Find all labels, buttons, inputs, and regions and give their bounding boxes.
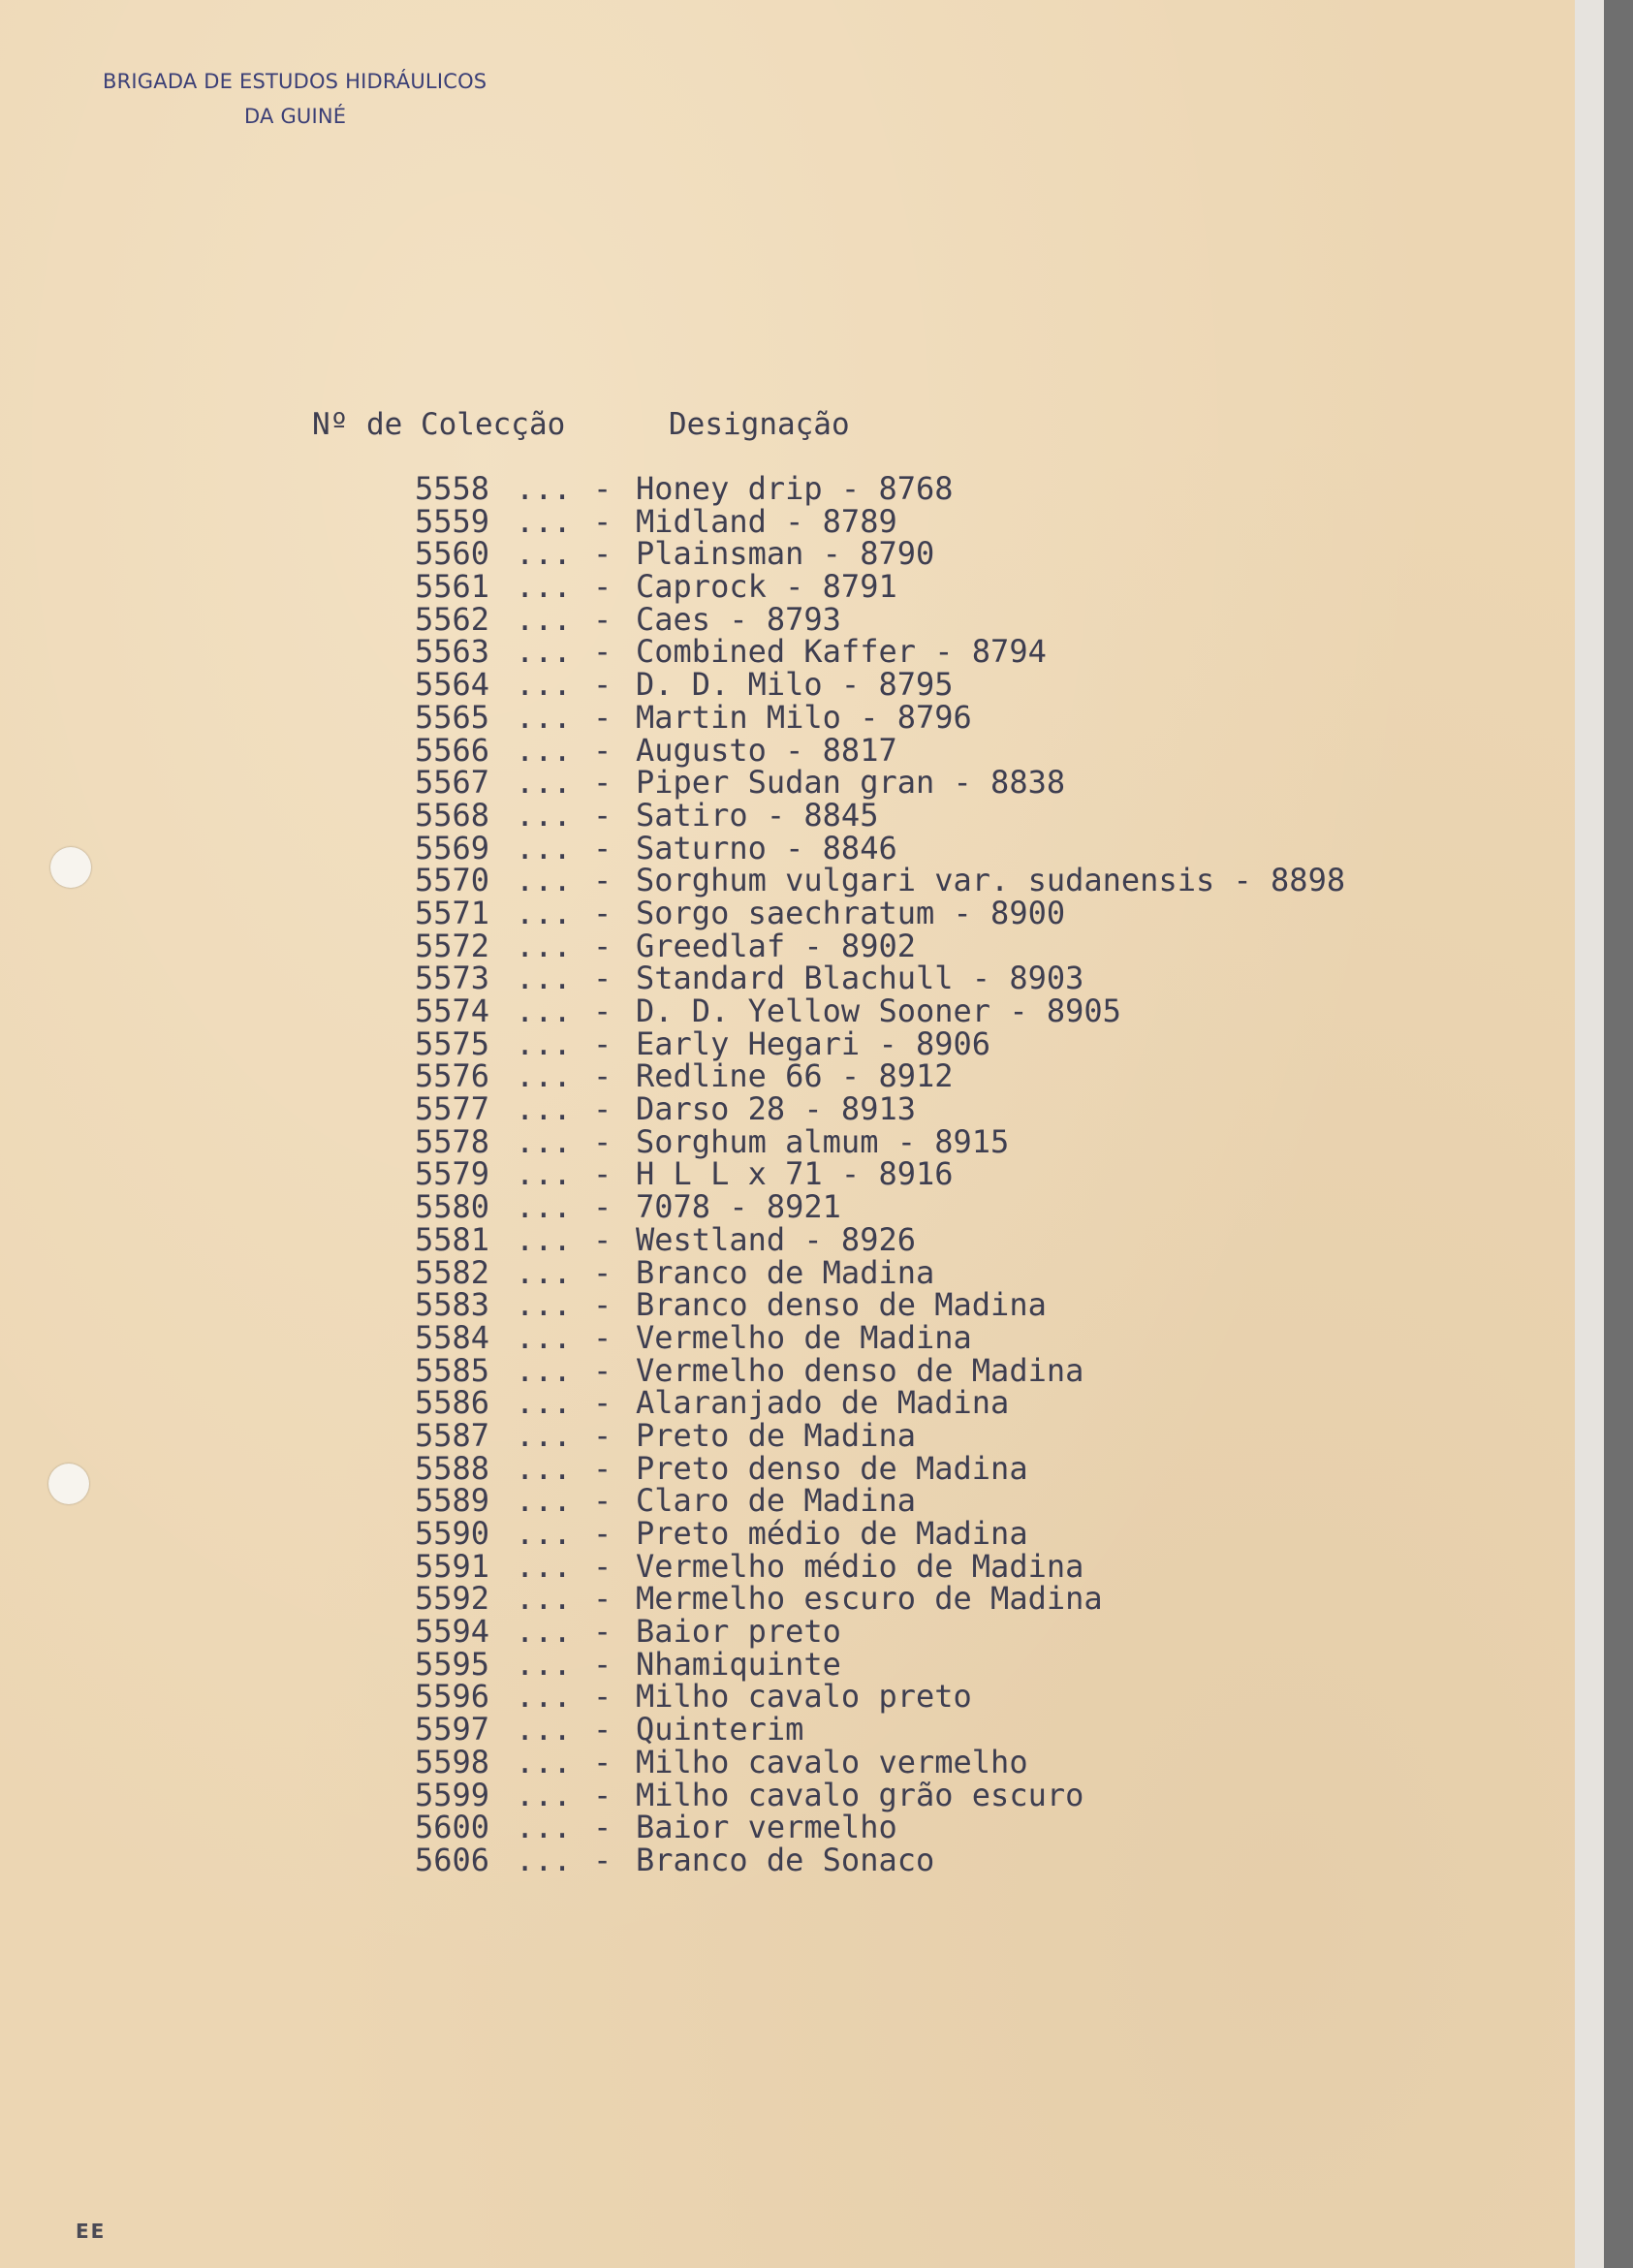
collection-number: 5596	[415, 1678, 490, 1716]
collection-number: 5576	[415, 1057, 490, 1095]
designation: Baior preto	[636, 1613, 841, 1651]
designation: Vermelho denso de Madina	[636, 1351, 1084, 1389]
leader-dash: -	[593, 1645, 612, 1683]
leader-dots: ...	[516, 1122, 572, 1160]
collection-number: 5562	[415, 600, 490, 638]
list-item	[415, 1351, 1345, 1389]
leader-dots: ...	[516, 1547, 572, 1585]
collection-number: 5587	[415, 1416, 490, 1454]
collection-number: 5560	[415, 535, 490, 573]
designation: Branco denso de Madina	[636, 1286, 1047, 1324]
leader-dots: ...	[516, 502, 572, 540]
leader-dots: ...	[516, 927, 572, 964]
list-item	[415, 1449, 1345, 1487]
leader-dots: ...	[516, 894, 572, 931]
designation: Martin Milo - 8796	[636, 698, 972, 736]
collection-number: 5570	[415, 862, 490, 899]
leader-dots: ...	[516, 1613, 572, 1651]
leader-dots: ...	[516, 633, 572, 671]
leader-dots: ...	[516, 1809, 572, 1846]
designation: Alaranjado de Madina	[636, 1384, 1010, 1422]
punch-hole-top	[50, 847, 91, 888]
leader-dots: ...	[516, 1384, 572, 1422]
designation: Honey drip - 8768	[636, 470, 954, 507]
list-item	[415, 962, 1345, 995]
collection-number: 5567	[415, 764, 490, 802]
list-item	[415, 698, 1345, 736]
leader-dash: -	[593, 470, 612, 507]
leader-dots: ...	[516, 1580, 572, 1618]
leader-dots: ...	[516, 600, 572, 638]
leader-dots: ...	[516, 1776, 572, 1813]
designation: Nhamiquinte	[636, 1645, 841, 1683]
list-item	[415, 927, 1345, 964]
collection-number: 5597	[415, 1711, 490, 1748]
designation: Preto denso de Madina	[636, 1449, 1028, 1487]
collection-number: 5569	[415, 829, 490, 866]
leader-dash: -	[593, 1024, 612, 1062]
list-item	[415, 535, 1345, 573]
list-item	[415, 470, 1345, 507]
list-item	[415, 1515, 1345, 1552]
leader-dots: ...	[516, 1286, 572, 1324]
column-header-designation: Designação	[669, 407, 850, 442]
leader-dash: -	[593, 1482, 612, 1520]
leader-dots: ...	[516, 535, 572, 573]
leader-dots: ...	[516, 1711, 572, 1748]
designation: Caes - 8793	[636, 600, 841, 638]
leader-dots: ...	[516, 1841, 572, 1878]
leader-dash: -	[593, 1711, 612, 1748]
leader-dots: ...	[516, 731, 572, 769]
collection-number: 5580	[415, 1188, 490, 1226]
collection-number: 5591	[415, 1547, 490, 1585]
list-item	[415, 1122, 1345, 1160]
designation: Redline 66 - 8912	[636, 1057, 954, 1095]
leader-dash: -	[593, 1318, 612, 1356]
leader-dots: ...	[516, 1220, 572, 1258]
leader-dash: -	[593, 1776, 612, 1813]
leader-dots: ...	[516, 1318, 572, 1356]
letterhead-line-1: BRIGADA DE ESTUDOS HIDRÁULICOS	[103, 70, 487, 93]
list-item	[415, 1482, 1345, 1520]
collection-number: 5577	[415, 1090, 490, 1128]
leader-dots: ...	[516, 796, 572, 834]
leader-dash: -	[593, 1515, 612, 1552]
designation: Preto médio de Madina	[636, 1515, 1028, 1552]
leader-dots: ...	[516, 764, 572, 802]
designation: 7078 - 8921	[636, 1188, 841, 1226]
list-item	[415, 568, 1345, 606]
leader-dots: ...	[516, 1482, 572, 1520]
leader-dash: -	[593, 1155, 612, 1193]
leader-dash: -	[593, 1220, 612, 1258]
collection-number: 5595	[415, 1645, 490, 1683]
collection-number: 5600	[415, 1809, 490, 1846]
leader-dash: -	[593, 764, 612, 802]
list-item	[415, 992, 1345, 1029]
designation: Sorgo saechratum - 8900	[636, 894, 1066, 931]
list-item	[415, 1613, 1345, 1651]
leader-dots: ...	[516, 960, 572, 997]
collection-number: 5579	[415, 1155, 490, 1193]
leader-dots: ...	[516, 1024, 572, 1062]
collection-number: 5583	[415, 1286, 490, 1324]
leader-dots: ...	[516, 1057, 572, 1095]
list-item	[415, 1220, 1345, 1258]
leader-dots: ...	[516, 1678, 572, 1716]
collection-number: 5572	[415, 927, 490, 964]
leader-dash: -	[593, 600, 612, 638]
leader-dash: -	[593, 796, 612, 834]
list-item	[415, 1547, 1345, 1585]
leader-dash: -	[593, 568, 612, 606]
collection-number: 5585	[415, 1351, 490, 1389]
list-item	[415, 1384, 1345, 1422]
designation: Sorghum almum - 8915	[636, 1122, 1010, 1160]
designation: Greedlaf - 8902	[636, 927, 916, 964]
designation: Vermelho médio de Madina	[636, 1547, 1084, 1585]
designation: Vermelho de Madina	[636, 1318, 972, 1356]
list-item	[415, 764, 1345, 802]
collection-number: 5574	[415, 992, 490, 1029]
leader-dots: ...	[516, 992, 572, 1029]
designation: Branco de Sonaco	[636, 1841, 935, 1878]
designation: Milho cavalo vermelho	[636, 1743, 1028, 1780]
collection-number: 5561	[415, 568, 490, 606]
designation: Saturno - 8846	[636, 829, 897, 866]
list-item	[415, 1811, 1345, 1844]
collection-number: 5598	[415, 1743, 490, 1780]
list-item	[415, 666, 1345, 704]
list-item	[415, 633, 1345, 671]
collection-number: 5582	[415, 1253, 490, 1291]
leader-dash: -	[593, 1384, 612, 1422]
leader-dots: ...	[516, 1743, 572, 1780]
leader-dots: ...	[516, 568, 572, 606]
leader-dots: ...	[516, 666, 572, 704]
footer-mark: EE	[76, 2220, 107, 2243]
collection-number: 5559	[415, 502, 490, 540]
leader-dash: -	[593, 535, 612, 573]
designation: Mermelho escuro de Madina	[636, 1580, 1103, 1618]
leader-dash: -	[593, 1580, 612, 1618]
list-item	[415, 1580, 1345, 1618]
leader-dash: -	[593, 1678, 612, 1716]
collection-number: 5558	[415, 470, 490, 507]
leader-dash: -	[593, 1547, 612, 1585]
designation: Midland - 8789	[636, 502, 897, 540]
designation: Standard Blachull - 8903	[636, 960, 1084, 997]
leader-dash: -	[593, 1449, 612, 1487]
leader-dash: -	[593, 1188, 612, 1226]
list-item	[415, 1416, 1345, 1454]
leader-dash: -	[593, 731, 612, 769]
leader-dots: ...	[516, 698, 572, 736]
list-item	[415, 1024, 1345, 1062]
collection-number: 5586	[415, 1384, 490, 1422]
designation: Plainsman - 8790	[636, 535, 935, 573]
list-item	[415, 1318, 1345, 1356]
collection-number: 5589	[415, 1482, 490, 1520]
collection-number: 5575	[415, 1024, 490, 1062]
leader-dash: -	[593, 829, 612, 866]
leader-dash: -	[593, 1809, 612, 1846]
designation: Quinterim	[636, 1711, 804, 1748]
collection-number: 5590	[415, 1515, 490, 1552]
list-item	[415, 1711, 1345, 1748]
list-item	[415, 1155, 1345, 1193]
punch-hole-bottom	[48, 1464, 89, 1504]
leader-dots: ...	[516, 1188, 572, 1226]
leader-dots: ...	[516, 1253, 572, 1291]
list-item	[415, 1743, 1345, 1780]
leader-dash: -	[593, 633, 612, 671]
list-item	[415, 1188, 1345, 1226]
leader-dots: ...	[516, 1351, 572, 1389]
leader-dots: ...	[516, 1449, 572, 1487]
designation: Augusto - 8817	[636, 731, 897, 769]
list-item	[415, 1057, 1345, 1095]
leader-dash: -	[593, 960, 612, 997]
collection-number: 5584	[415, 1318, 490, 1356]
designation: Piper Sudan gran - 8838	[636, 764, 1066, 802]
collection-number: 5563	[415, 633, 490, 671]
leader-dash: -	[593, 1416, 612, 1454]
designation: Milho cavalo grão escuro	[636, 1776, 1084, 1813]
leader-dash: -	[593, 666, 612, 704]
leader-dash: -	[593, 992, 612, 1029]
leader-dots: ...	[516, 862, 572, 899]
collection-number: 5578	[415, 1122, 490, 1160]
designation: Satiro - 8845	[636, 796, 879, 834]
collection-number: 5594	[415, 1613, 490, 1651]
leader-dash: -	[593, 1351, 612, 1389]
scan-edge	[1575, 0, 1604, 2268]
collection-number: 5566	[415, 731, 490, 769]
leader-dots: ...	[516, 1515, 572, 1552]
list-item	[415, 1286, 1345, 1324]
designation: Combined Kaffer - 8794	[636, 633, 1047, 671]
collection-number: 5573	[415, 960, 490, 997]
leader-dash: -	[593, 894, 612, 931]
designation: Early Hegari - 8906	[636, 1024, 991, 1062]
leader-dots: ...	[516, 1416, 572, 1454]
list-item	[415, 1253, 1345, 1291]
designation: D. D. Yellow Sooner - 8905	[636, 992, 1121, 1029]
designation: H L L x 71 - 8916	[636, 1155, 954, 1193]
collection-number: 5565	[415, 698, 490, 736]
collection-number: 5588	[415, 1449, 490, 1487]
designation: Caprock - 8791	[636, 568, 897, 606]
list-item	[415, 894, 1345, 931]
designation: D. D. Milo - 8795	[636, 666, 954, 704]
designation: Branco de Madina	[636, 1253, 935, 1291]
designation: Milho cavalo preto	[636, 1678, 972, 1716]
list-item	[415, 1678, 1345, 1716]
collection-number: 5581	[415, 1220, 490, 1258]
list-item	[415, 731, 1345, 769]
list-item	[415, 1645, 1345, 1683]
letterhead-line-2: DA GUINÉ	[244, 105, 347, 128]
list-item	[415, 1776, 1345, 1813]
list-item	[415, 1841, 1345, 1878]
collection-number: 5606	[415, 1841, 490, 1878]
leader-dots: ...	[516, 1090, 572, 1128]
leader-dash: -	[593, 1057, 612, 1095]
column-header-collection-number: Nº de Colecção	[312, 407, 566, 442]
collection-number: 5599	[415, 1776, 490, 1813]
list-item	[415, 796, 1345, 834]
leader-dash: -	[593, 1090, 612, 1128]
leader-dash: -	[593, 502, 612, 540]
collection-number: 5568	[415, 796, 490, 834]
list-item	[415, 862, 1346, 899]
collection-number: 5571	[415, 894, 490, 931]
leader-dash: -	[593, 1613, 612, 1651]
list-item	[415, 600, 1345, 638]
list-item	[415, 829, 1345, 866]
leader-dash: -	[593, 1253, 612, 1291]
leader-dash: -	[593, 1841, 612, 1878]
collection-number: 5592	[415, 1580, 490, 1618]
leader-dots: ...	[516, 1645, 572, 1683]
designation: Baior vermelho	[636, 1809, 897, 1846]
list-item	[415, 502, 1345, 540]
leader-dash: -	[593, 1286, 612, 1324]
designation: Preto de Madina	[636, 1416, 916, 1454]
leader-dash: -	[593, 862, 612, 899]
leader-dash: -	[593, 698, 612, 736]
list-item	[415, 1090, 1345, 1128]
designation: Darso 28 - 8913	[636, 1090, 916, 1128]
leader-dash: -	[593, 1122, 612, 1160]
designation: Westland - 8926	[636, 1220, 916, 1258]
collection-list	[415, 470, 1346, 1878]
leader-dots: ...	[516, 470, 572, 507]
leader-dash: -	[593, 1743, 612, 1780]
collection-number: 5564	[415, 666, 490, 704]
leader-dash: -	[593, 927, 612, 964]
leader-dots: ...	[516, 1155, 572, 1193]
designation: Claro de Madina	[636, 1482, 916, 1520]
designation: Sorghum vulgari var. sudanensis - 8898	[636, 862, 1346, 899]
leader-dots: ...	[516, 829, 572, 866]
